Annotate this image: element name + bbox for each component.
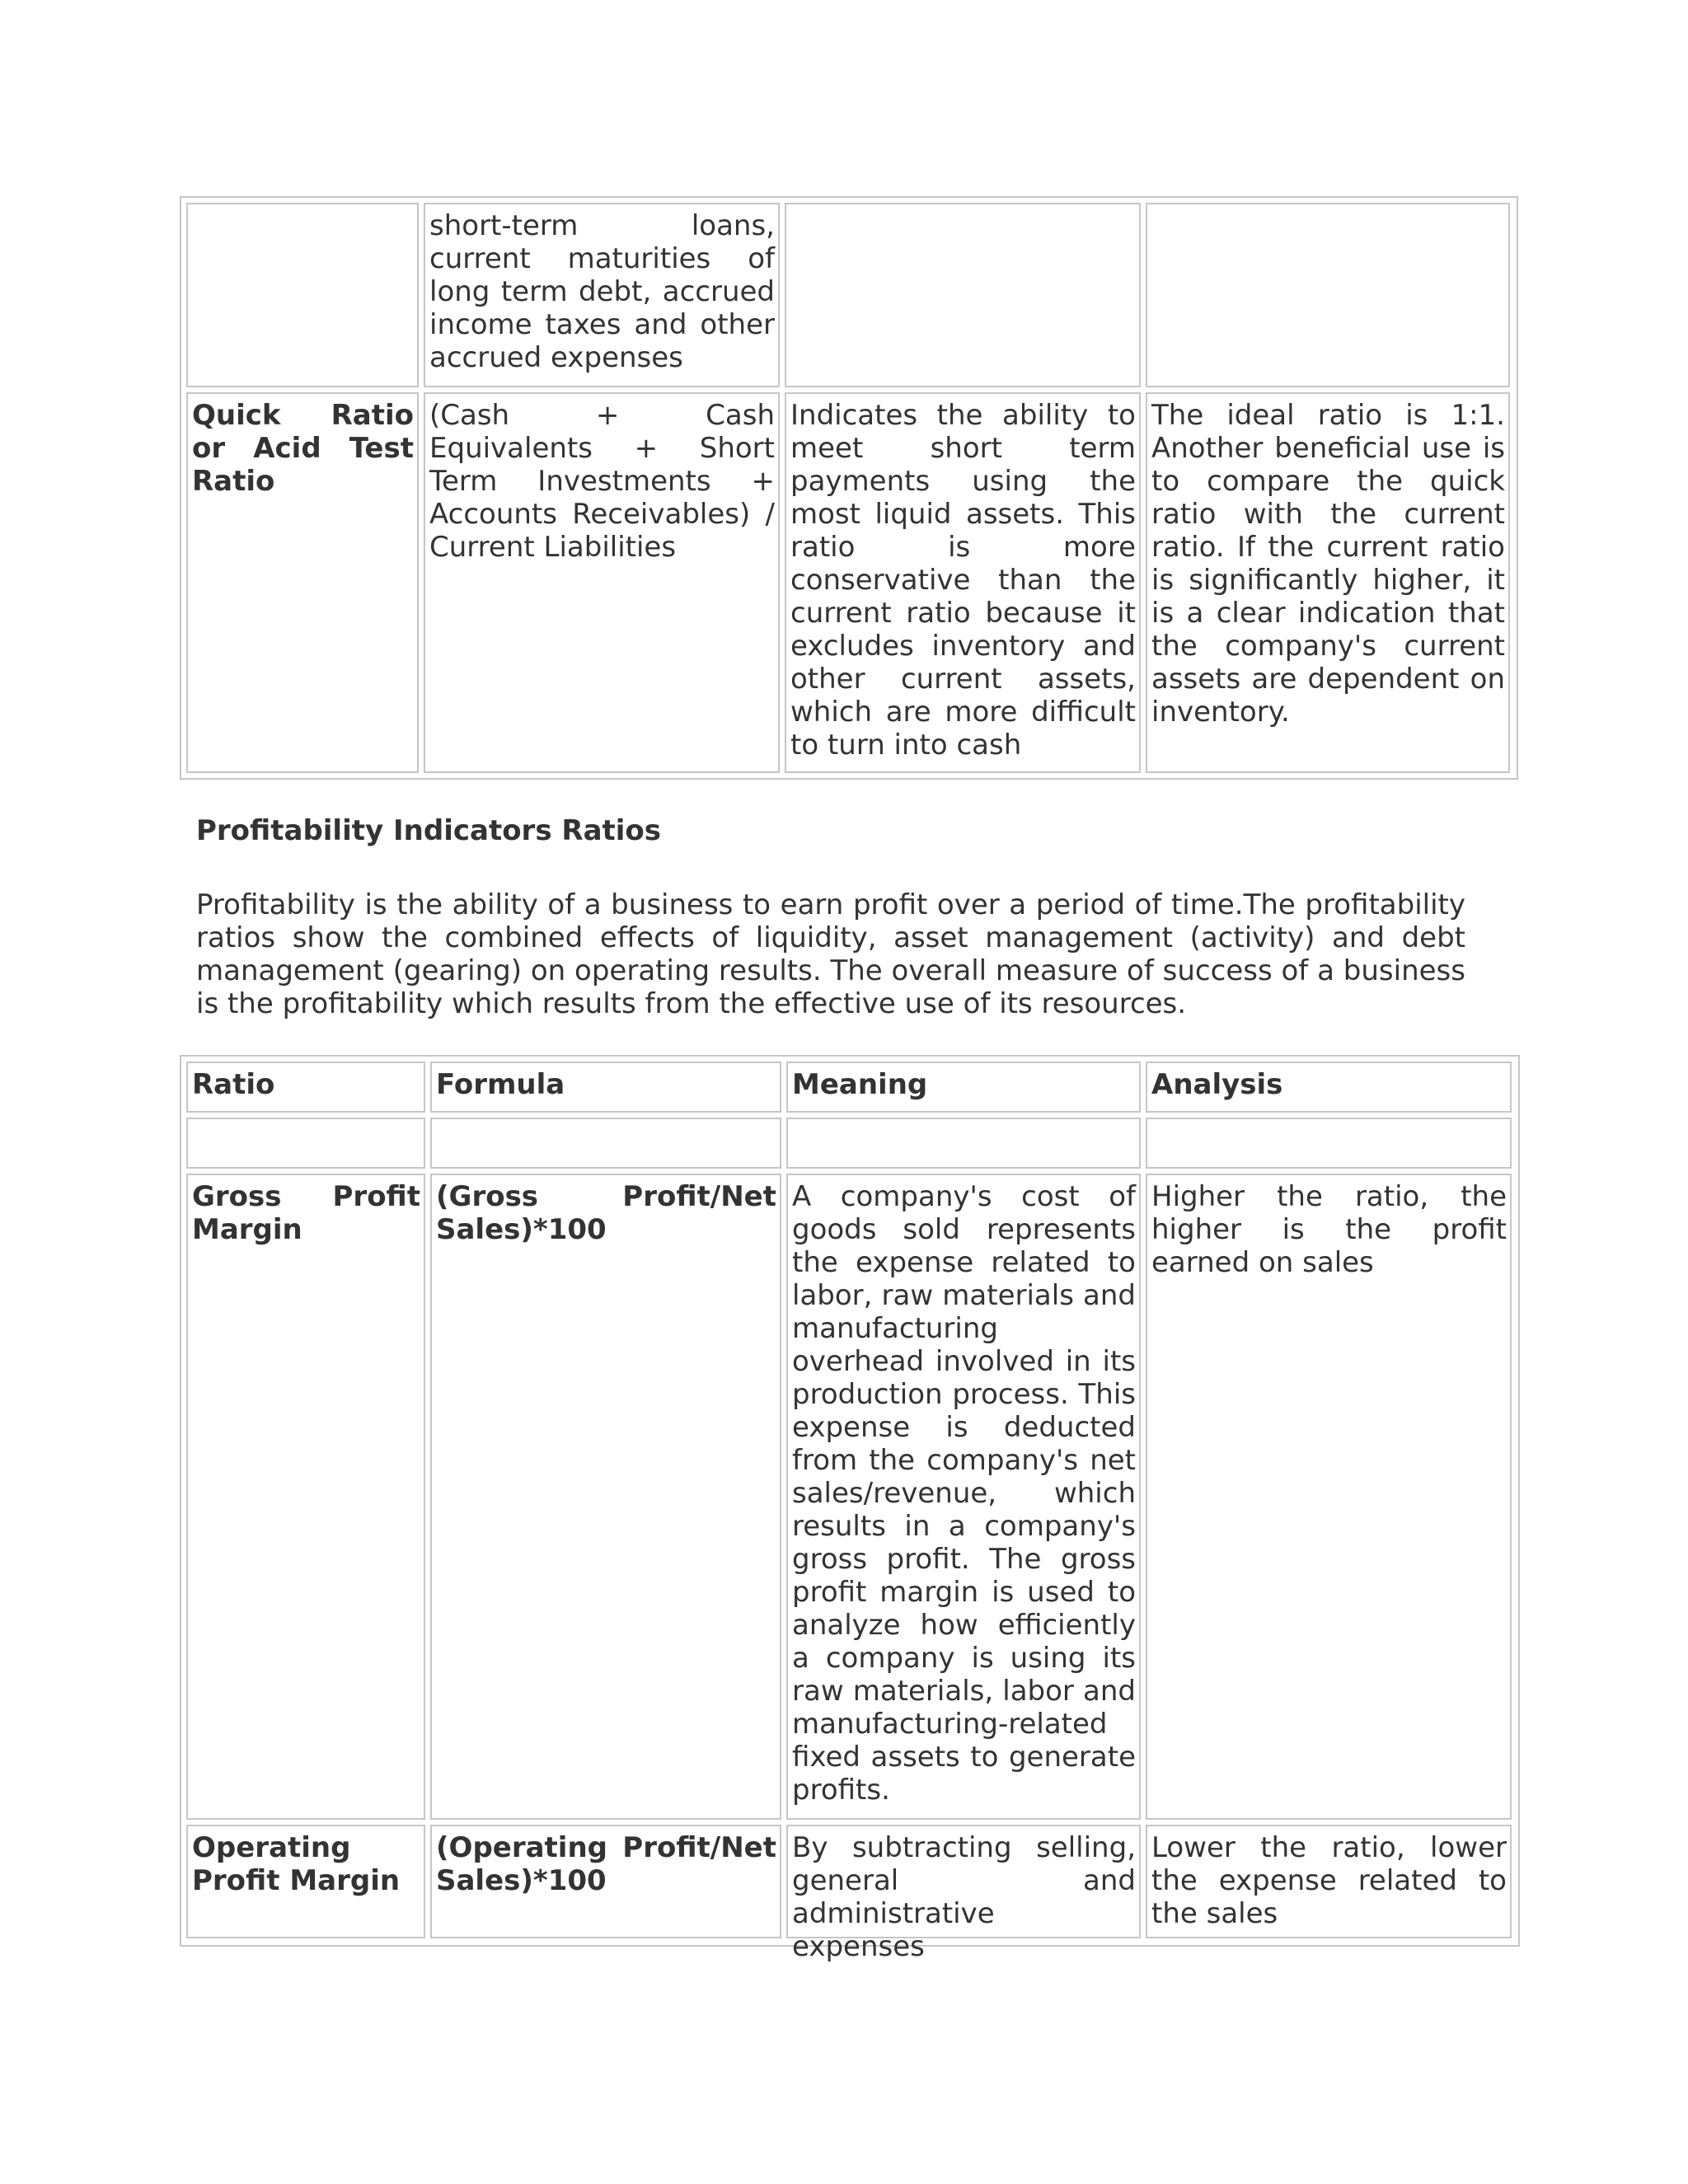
quick-ratio-meaning: Indicates the ability to meet short term payments using the most liquid assets. This ratio is more conservative than the current ratio because it excludes inventory and other current assets, which are more difficult to turn into cash [785, 392, 1141, 773]
operating-profit-margin-formula: (Operating Profit/Net Sales)*100 [430, 1825, 781, 1938]
empty-cell [186, 1118, 425, 1169]
table-cell-ratio [186, 203, 419, 387]
section-heading: Profitability Indicators Ratios [196, 814, 662, 847]
operating-profit-margin-name: Operating Profit Margin [186, 1825, 425, 1938]
empty-cell [430, 1118, 781, 1169]
section-paragraph: Profitability is the ability of a business to earn profit over a period of time.The profitability ratios show the combined effects of liquidity, asset management (activity) and debt management (gearing) on operating results. The overall measure of success of a business is the profitability which results from the effective use of its resources. [196, 888, 1465, 1020]
gross-profit-margin-formula: (Gross Profit/Net Sales)*100 [430, 1174, 781, 1820]
gross-profit-margin-meaning: A company's cost of goods sold represents the expense related to labor, raw materials and manufacturing overhead involved in its production process. This expense is deducted from the company's net sales/revenue, which results in a company's gross profit. The gross profit margin is used to analyze how efficiently a company is using its raw materials, labor and manufacturing-related fixed assets to generate profits. [786, 1174, 1141, 1820]
profitability-ratios-table [180, 1055, 1520, 1963]
operating-profit-margin-meaning: By subtracting selling, general and administrative expenses [786, 1825, 1141, 1938]
header-formula: Formula [430, 1062, 781, 1113]
liquidity-ratios-table [180, 196, 1518, 780]
header-analysis: Analysis [1146, 1062, 1512, 1113]
gross-profit-margin-analysis: Higher the ratio, the higher is the profit earned on sales [1146, 1174, 1512, 1820]
table-cell-analysis [1146, 203, 1510, 387]
empty-cell [1146, 1118, 1512, 1169]
header-ratio: Ratio [186, 1062, 425, 1113]
header-meaning: Meaning [786, 1062, 1141, 1113]
quick-ratio-formula: (Cash + Cash Equivalents + Short Term Investments + Accounts Receivables) / Current Liabilities [424, 392, 780, 773]
quick-ratio-analysis: The ideal ratio is 1:1. Another beneficial use is to compare the quick ratio with the current ratio. If the current ratio is significantly higher, it is a clear indication that the company's current assets are dependent on inventory. [1146, 392, 1510, 773]
table-cell-meaning [785, 203, 1141, 387]
operating-profit-margin-analysis: Lower the ratio, lower the expense related to the sales [1146, 1825, 1512, 1938]
empty-cell [786, 1118, 1141, 1169]
table-cell-formula: short-term loans, current maturities of long term debt, accrued income taxes and other accrued expenses [424, 203, 780, 387]
quick-ratio-name: Quick Ratio or Acid Test Ratio [186, 392, 419, 773]
gross-profit-margin-name: Gross Profit Margin [186, 1174, 425, 1820]
